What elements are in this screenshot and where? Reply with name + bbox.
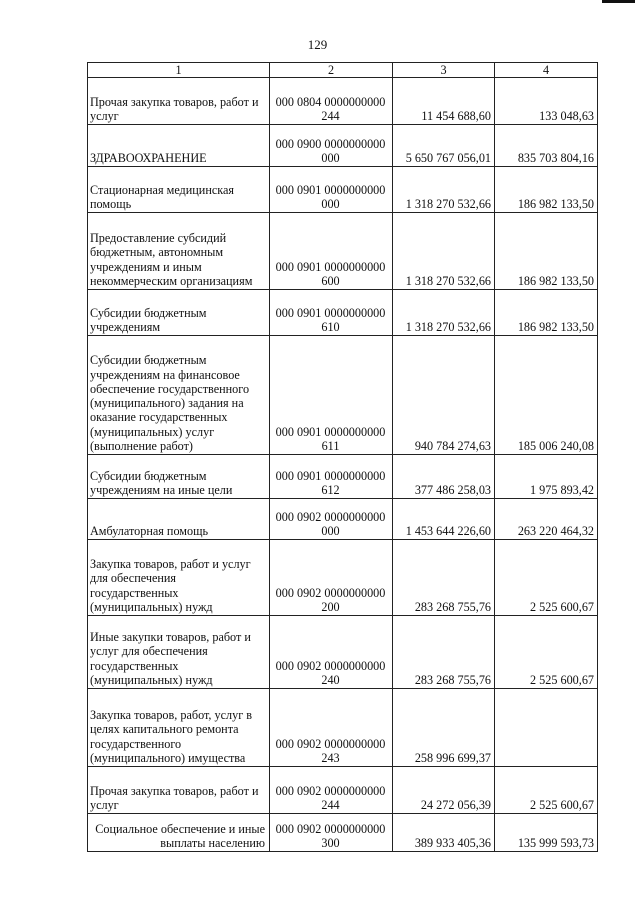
row-code: 000 0901 0000000000 610 (270, 290, 393, 336)
row-value-3: 1 318 270 532,66 (393, 167, 495, 213)
row-name: Закупка товаров, работ, услуг в целях капитального ремонта государственного (муниципального) имущества (88, 689, 270, 767)
row-code: 000 0902 0000000000 300 (270, 814, 393, 852)
row-value-3: 5 650 767 056,01 (393, 125, 495, 167)
row-value-4: 2 525 600,67 (495, 540, 598, 616)
table-row (88, 213, 598, 290)
row-code: 000 0902 0000000000 000 (270, 499, 393, 540)
row-value-4: 2 525 600,67 (495, 616, 598, 689)
row-value-3: 283 268 755,76 (393, 616, 495, 689)
row-value-4: 133 048,63 (495, 78, 598, 125)
column-header: 3 (393, 63, 495, 78)
row-code: 000 0902 0000000000 200 (270, 540, 393, 616)
row-value-3: 1 318 270 532,66 (393, 213, 495, 290)
row-name: Стационарная медицинская помощь (88, 167, 270, 213)
row-name: Амбулаторная помощь (88, 499, 270, 540)
row-value-3: 377 486 258,03 (393, 455, 495, 499)
row-name: Субсидии бюджетным учреждениям (88, 290, 270, 336)
row-value-3: 389 933 405,36 (393, 814, 495, 852)
row-name: ЗДРАВООХРАНЕНИЕ (88, 125, 270, 167)
column-header-row (88, 63, 598, 78)
page-number: 129 (307, 37, 328, 52)
row-code: 000 0902 0000000000 243 (270, 689, 393, 767)
row-value-3: 11 454 688,60 (393, 78, 495, 125)
table-row (88, 125, 598, 167)
column-header: 2 (270, 63, 393, 78)
row-value-4: 2 525 600,67 (495, 767, 598, 814)
row-value-4: 1 975 893,42 (495, 455, 598, 499)
row-value-4: 185 006 240,08 (495, 336, 598, 455)
row-value-4: 186 982 133,50 (495, 167, 598, 213)
table-row (88, 767, 598, 814)
row-name: Прочая закупка товаров, работ и услуг (88, 767, 270, 814)
table-row (88, 78, 598, 125)
column-header: 4 (495, 63, 598, 78)
row-name: Субсидии бюджетным учреждениям на иные цели (88, 455, 270, 499)
row-code: 000 0804 0000000000 244 (270, 78, 393, 125)
row-value-4: 835 703 804,16 (495, 125, 598, 167)
table-row (88, 540, 598, 616)
row-code: 000 0900 0000000000 000 (270, 125, 393, 167)
row-value-4: 186 982 133,50 (495, 290, 598, 336)
table-row (88, 290, 598, 336)
row-value-3: 1 318 270 532,66 (393, 290, 495, 336)
table-row (88, 455, 598, 499)
row-value-3: 940 784 274,63 (393, 336, 495, 455)
row-code: 000 0901 0000000000 600 (270, 213, 393, 290)
row-name: Иные закупки товаров, работ и услуг для обеспечения государственных (муниципальных) нужд (88, 616, 270, 689)
row-name: Прочая закупка товаров, работ и услуг (88, 78, 270, 125)
row-value-4: 263 220 464,32 (495, 499, 598, 540)
row-value-4 (495, 689, 598, 767)
table-row (88, 689, 598, 767)
row-code: 000 0901 0000000000 000 (270, 167, 393, 213)
table-row (88, 336, 598, 455)
row-name: Предоставление субсидий бюджетным, автономным учреждениям и иным некоммерческим организациям (88, 213, 270, 290)
table-row (88, 814, 598, 852)
corner-mark (602, 0, 635, 3)
row-value-3: 258 996 699,37 (393, 689, 495, 767)
row-name: Закупка товаров, работ и услуг для обеспечения государственных (муниципальных) нужд (88, 540, 270, 616)
row-code: 000 0901 0000000000 611 (270, 336, 393, 455)
row-value-3: 24 272 056,39 (393, 767, 495, 814)
table-row (88, 616, 598, 689)
row-code: 000 0902 0000000000 244 (270, 767, 393, 814)
row-code: 000 0902 0000000000 240 (270, 616, 393, 689)
row-value-3: 1 453 644 226,60 (393, 499, 495, 540)
row-code: 000 0901 0000000000 612 (270, 455, 393, 499)
row-name: Субсидии бюджетным учреждениям на финансовое обеспечение государственного (муниципального) задания на оказание государственных (муниципальных) услуг (выполнение работ) (88, 336, 270, 455)
budget-table (87, 62, 598, 852)
row-value-3: 283 268 755,76 (393, 540, 495, 616)
table-row (88, 499, 598, 540)
row-value-4: 135 999 593,73 (495, 814, 598, 852)
column-header: 1 (88, 63, 270, 78)
row-value-4: 186 982 133,50 (495, 213, 598, 290)
table-row (88, 167, 598, 213)
row-name: Социальное обеспечение и иные выплаты населению (88, 814, 270, 852)
